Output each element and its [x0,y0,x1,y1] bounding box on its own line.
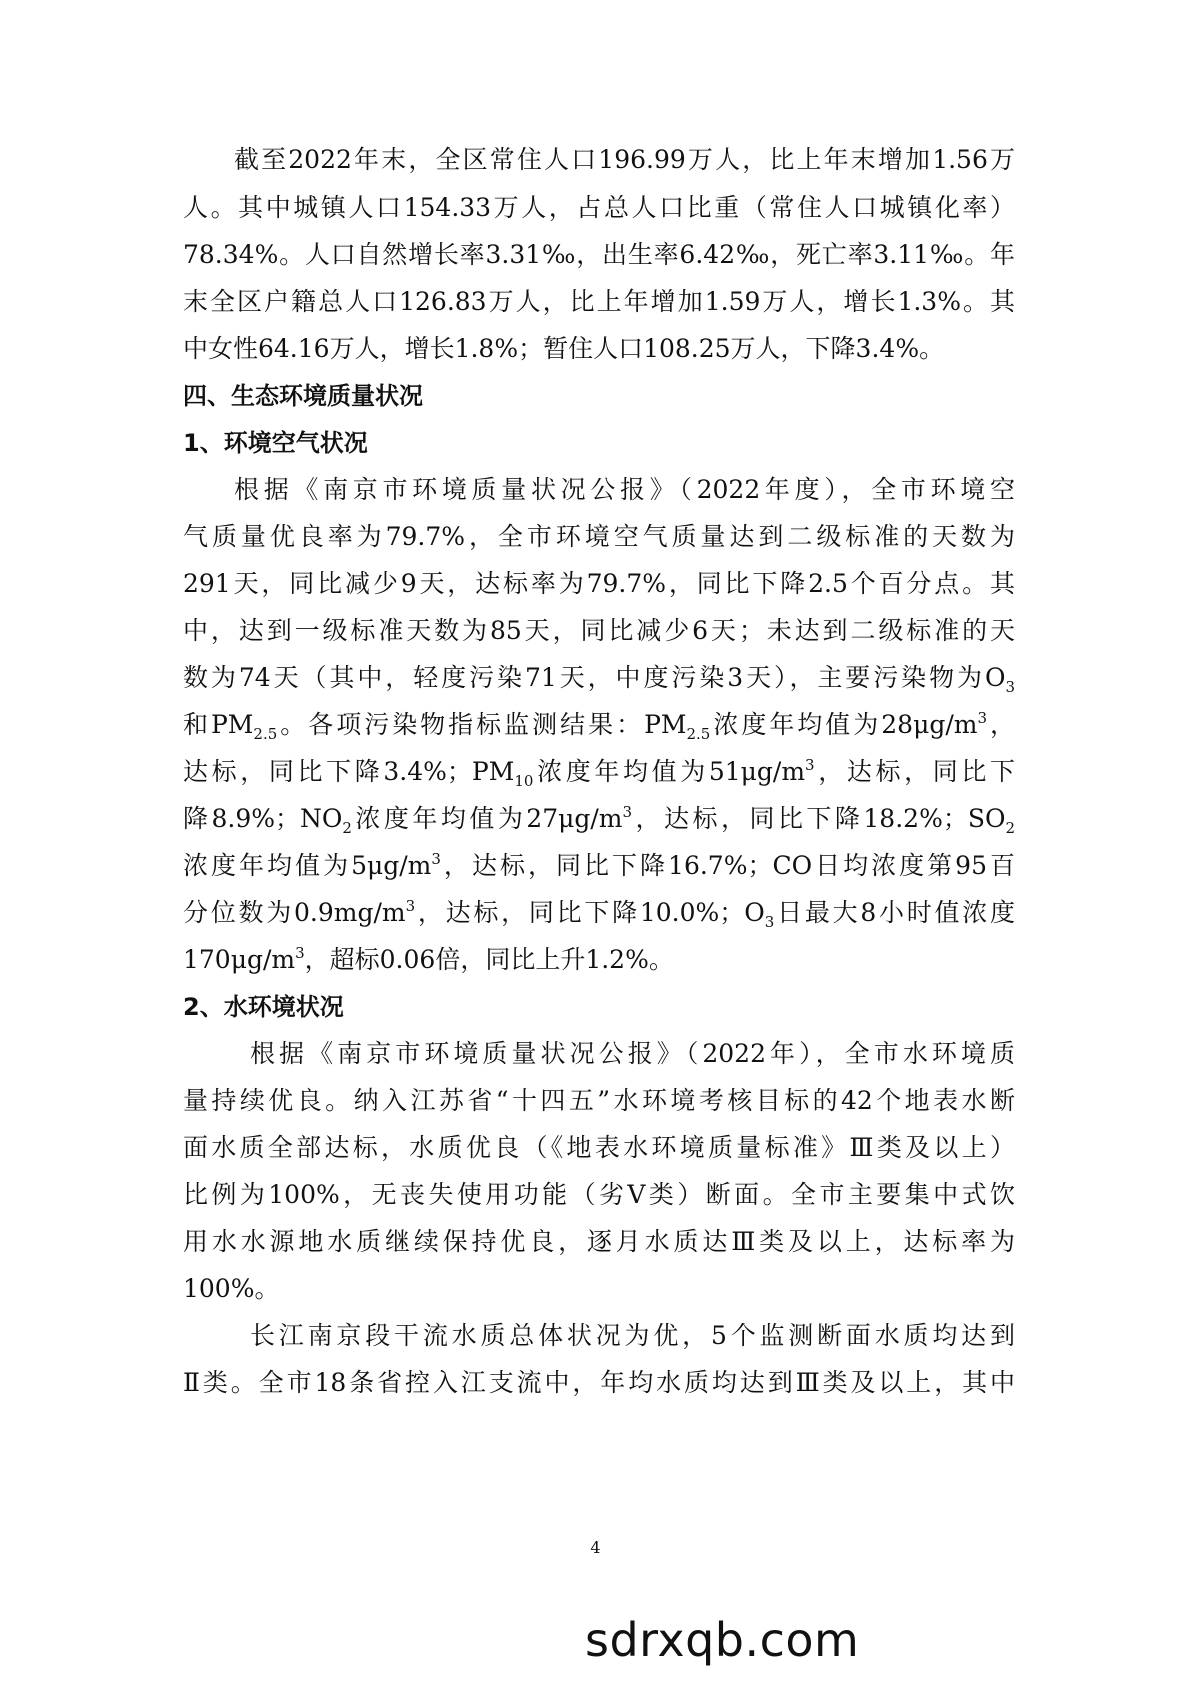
water-p1-line-5: 用水水源地水质继续保持优良，逐月水质达Ⅲ类及以上，达标率为 [183,1227,1015,1256]
air-line-7-part-b: 浓度年均值为51μg/m [533,757,806,786]
air-line-11 [183,938,1015,982]
water-p1-line-2: 量持续优良。纳入江苏省“十四五”水环境考核目标的42个地表水断 [183,1086,1015,1115]
subheading-air: 1、环境空气状况 [183,429,368,457]
unit-superscript: 3 [805,756,815,774]
so2-subscript: 2 [1005,819,1015,837]
air-line-6-part-b: 。各项污染物指标监测结果：PM [277,710,687,739]
air-line-6-part-d: ， [987,710,1015,739]
air-line-6-part-a: 和PM [183,710,254,739]
air-line-7-part-c: ，达标，同比下 [814,757,1015,786]
air-line-9 [183,844,1015,888]
air-line-11-part-b: ，超标0.06倍，同比上升1.2%。 [304,945,674,974]
air-line-7 [183,750,1015,794]
water-p2-line-1: 长江南京段干流水质总体状况为优，5个监测断面水质均达到 [250,1321,1015,1350]
air-line-3: 291天，同比减少9天，达标率为79.7%，同比下降2.5个百分点。其 [183,569,1015,598]
air-line-8-part-a: 降8.9%；NO [183,804,343,833]
water-p1-line-1: 根据《南京市环境质量状况公报》（2022年），全市水环境质 [250,1039,1015,1068]
air-line-2: 气质量优良率为79.7%，全市环境空气质量达到二级标准的天数为 [183,522,1015,551]
air-line-10-part-b: ，达标，同比下降10.0%；O [415,898,765,927]
air-line-8-part-c: ，达标，同比下降18.2%；SO [632,804,1006,833]
page-number: 4 [590,1538,601,1557]
no2-subscript: 2 [342,819,352,837]
population-line-5: 中女性64.16万人，增长1.8%；暂住人口108.25万人，下降3.4%。 [183,334,945,363]
unit-superscript: 3 [977,709,987,727]
air-line-10 [183,891,1015,935]
section-heading-ecology: 四、生态环境质量状况 [183,382,423,410]
population-line-3: 78.34%。人口自然增长率3.31‰，出生率6.42‰，死亡率3.11‰。年 [183,240,1015,269]
air-line-8-part-b: 浓度年均值为27μg/m [351,804,623,833]
water-p1-line-4: 比例为100%，无丧失使用功能（劣Ⅴ类）断面。全市主要集中式饮 [183,1180,1015,1209]
water-p2-line-2: Ⅱ类。全市18条省控入江支流中，年均水质均达到Ⅲ类及以上，其中 [183,1368,1015,1397]
air-line-11-part-a: 170μg/m [183,945,296,974]
pm10-subscript: 10 [514,772,534,790]
unit-superscript: 3 [431,850,441,868]
air-line-9-part-b: ，达标，同比下降16.7%；CO日均浓度第95百 [440,851,1015,880]
air-line-10-part-c: 日最大8小时值浓度 [774,898,1015,927]
population-line-2: 人。其中城镇人口154.33万人，占总人口比重（常住人口城镇化率） [183,193,1015,222]
pm25-subscript: 2.5 [253,725,278,743]
air-line-10-part-a: 分位数为0.9mg/m [183,898,406,927]
air-line-5 [183,656,1015,700]
subheading-water: 2、水环境状况 [183,993,344,1021]
water-p1-line-3: 面水质全部达标，水质优良（《地表水环境质量标准》Ⅲ类及以上） [183,1133,1015,1162]
unit-superscript: 3 [622,803,633,821]
population-line-4: 末全区户籍总人口126.83万人，比上年增加1.59万人，增长1.3%。其 [183,287,1015,316]
population-line-1: 截至2022年末，全区常住人口196.99万人，比上年末增加1.56万 [234,145,1015,174]
air-line-6-part-c: 浓度年均值为28μg/m [710,710,978,739]
air-line-1: 根据《南京市环境质量状况公报》（2022年度），全市环境空 [234,475,1015,504]
o3-subscript: 3 [1005,678,1015,696]
air-line-9-part-a: 浓度年均值为5μg/m [183,851,432,880]
air-line-8 [183,797,1015,841]
site-watermark: sdrxqb.com [585,1613,860,1667]
air-line-5-text: 数为74天（其中，轻度污染71天，中度污染3天），主要污染物为O [183,663,1006,692]
o3-subscript: 3 [764,913,775,931]
water-p1-line-6: 100%。 [183,1274,280,1303]
air-line-6 [183,703,1015,747]
unit-superscript: 3 [295,944,305,962]
air-line-4: 中，达到一级标准天数为85天，同比减少6天；未达到二级标准的天 [183,616,1015,645]
air-line-7-part-a: 达标，同比下降3.4%；PM [183,757,515,786]
pm25-subscript: 2.5 [686,725,711,743]
unit-superscript: 3 [405,897,416,915]
